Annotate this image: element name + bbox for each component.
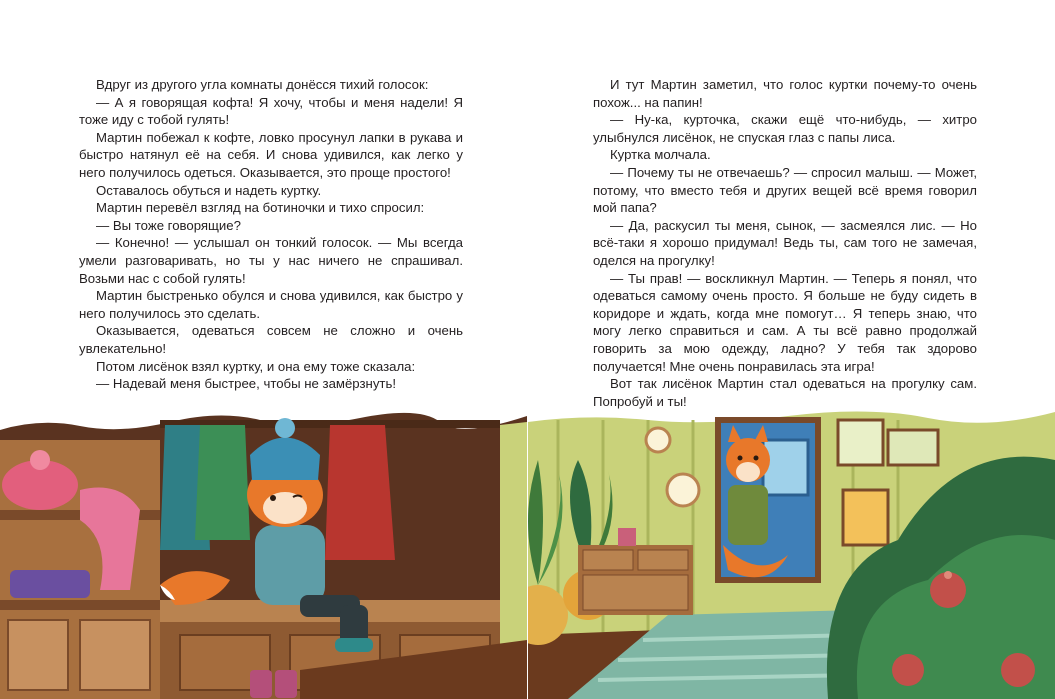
paragraph: Мартин перевёл взгляд на ботиночки и тихо спросил: bbox=[96, 200, 425, 216]
paragraph: — Надевай меня быстрее, чтобы не замёрзнуть! bbox=[96, 376, 396, 392]
picture-frame bbox=[843, 490, 888, 545]
paragraph: — Ну-ка, курточка, скажи ещё что-нибудь, — хитро улыбнулся лисёнок, не спуская глаз с папы лиса. bbox=[593, 112, 977, 145]
paragraph: — Конечно! — услышал он тонкий голосок. — Мы всегда умели разговаривать, но ты у нас ничего не спрашивал. Возьми нас с собой гулять! bbox=[79, 235, 463, 286]
picture-frame bbox=[838, 420, 883, 465]
paragraph: — А я говорящая кофта! Я хочу, чтобы и меня надели! Я тоже иду с тобой гулять! bbox=[79, 94, 463, 128]
right-page bbox=[528, 0, 1055, 699]
room-illustration bbox=[528, 400, 1055, 699]
paragraph: Куртка молчала. bbox=[610, 147, 711, 163]
small-pot bbox=[618, 528, 636, 546]
left-page bbox=[0, 0, 527, 699]
folded-sweater bbox=[10, 570, 90, 598]
left-page-text bbox=[79, 76, 463, 393]
hallway-illustration bbox=[0, 400, 527, 699]
round-frame bbox=[667, 474, 699, 506]
paragraph: — Почему ты не отвечаешь? — спросил малыш. — Может, потому, что вместо тебя и других вещей всё время говорил мой папа? bbox=[593, 164, 977, 216]
paragraph: Оставалось обуться и надеть куртку. bbox=[96, 182, 322, 198]
paragraph: Вот так лисёнок Мартин стал одеваться на прогулку сам. Попробуй и ты! bbox=[593, 376, 977, 409]
picture-frame bbox=[888, 430, 938, 465]
paragraph: — Ты прав! — воскликнул Мартин. — Теперь я понял, что одеваться самому очень просто. Я больше не буду сидеть в коридоре и ждать, когда мне помогут… Я теперь знаю, что могу легко справиться и сам. А ты всё равно продолжай говорить за мою одежду, ладно? У тебя так здорово получается! Мне очень понравилась эта игра! bbox=[593, 270, 977, 374]
paragraph: Мартин быстренько обулся и снова удивился, как быстро у него получилось это сделать. bbox=[79, 288, 463, 321]
right-page-text bbox=[593, 76, 977, 410]
green-coat bbox=[195, 425, 250, 540]
paragraph: Вдруг из другого угла комнаты донёсся тихий голосок: bbox=[96, 77, 429, 92]
paragraph: И тут Мартин заметил, что голос куртки почему-то очень похож... на папин! bbox=[593, 77, 977, 110]
paragraph: Оказывается, одеваться совсем не сложно и очень увлекательно! bbox=[79, 323, 463, 356]
rose bbox=[1001, 653, 1035, 687]
paragraph: Мартин побежал к кофте, ловко просунул лапки в рукава и быстро натянул её на себя. И снова удивился, как легко у него получилось одеться. Оказывается, это проще простого! bbox=[79, 129, 463, 180]
rose bbox=[892, 654, 924, 686]
red-coat bbox=[325, 425, 395, 560]
rose bbox=[944, 571, 952, 579]
paragraph: Потом лисёнок взял куртку, и она ему тоже сказала: bbox=[96, 358, 416, 374]
round-frame bbox=[646, 428, 670, 452]
window bbox=[763, 440, 808, 495]
paragraph: — Да, раскусил ты меня, сынок, — засмеялся лис. — Но всё-таки я хорошо придумал! Ведь ты, сам того не замечая, оделся на прогулку! bbox=[593, 217, 977, 268]
paragraph: — Вы тоже говорящие? bbox=[96, 217, 241, 233]
boots bbox=[250, 670, 272, 698]
